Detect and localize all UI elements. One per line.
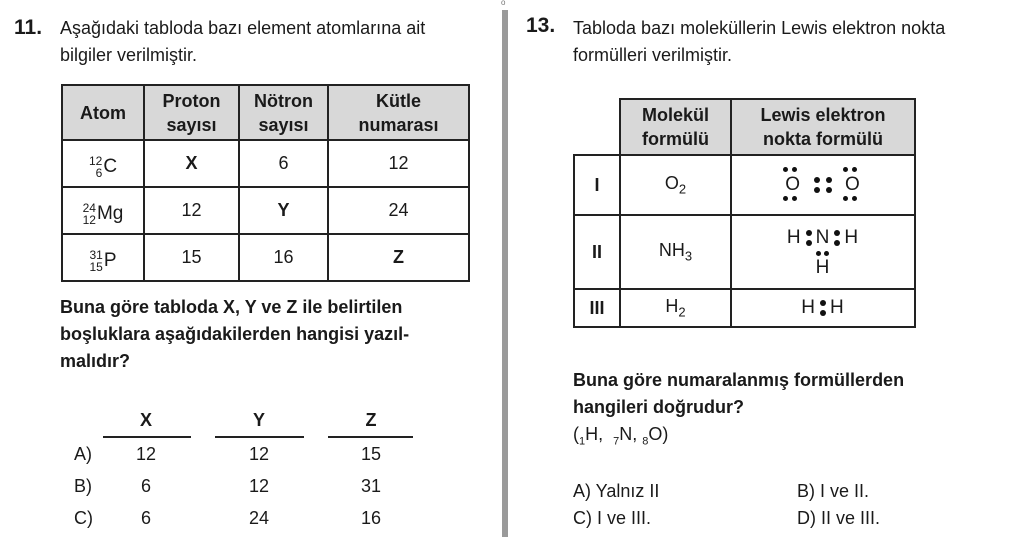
molecule-formula: $O_2$ — [620, 155, 731, 215]
option-z: 31 — [360, 476, 382, 496]
header-lewis-formula: Lewis elektron nokta formülü — [731, 99, 915, 155]
answer-header-y: Y — [252, 410, 265, 430]
neutron-cell: 6 — [239, 140, 328, 187]
question-11-prompt-line3: malıdır? — [60, 351, 131, 371]
option-y: 12 — [248, 476, 270, 496]
molecule-formula: $NH_3$ — [620, 215, 731, 289]
empty-corner — [574, 99, 620, 155]
question-13-text-line2: formülleri verilmiştir. — [573, 45, 733, 65]
header-molecule-formula: Molekül formülü — [620, 99, 731, 155]
table-row — [574, 215, 915, 289]
option-y: 12 — [248, 444, 270, 464]
atom-table — [61, 84, 470, 282]
column-divider — [502, 10, 508, 537]
question-11-text-line2: bilgiler verilmiştir. — [60, 45, 198, 65]
table-row — [62, 187, 469, 234]
question-11-prompt-line1: Buna göre tabloda X, Y ve Z ile belirtilen — [60, 297, 403, 317]
option-c[interactable]: C) I ve III. — [573, 508, 652, 528]
table-row — [62, 234, 469, 281]
proton-cell: 12 — [144, 187, 239, 234]
mass-number-cell: 24 — [328, 187, 469, 234]
question-13-prompt-line2: hangileri doğrudur? — [573, 397, 744, 417]
option-x: 6 — [140, 508, 151, 528]
answer-header-z: Z — [365, 410, 377, 430]
atom-cell: 24 12 Mg — [62, 187, 144, 234]
answer-header-x: X — [139, 410, 152, 430]
option-z: 16 — [360, 508, 382, 528]
mass-number-cell: Z — [328, 234, 469, 281]
lewis-table-header-row — [574, 99, 915, 155]
atom-cell: 31 15 P — [62, 234, 144, 281]
mass-number-cell: 12 — [328, 140, 469, 187]
question-13-number: 13. — [526, 14, 556, 37]
header-underline-x — [103, 436, 191, 438]
table-row — [62, 140, 469, 187]
option-label: C) — [74, 508, 93, 528]
question-11-number: 11. — [14, 16, 43, 39]
proton-cell: 15 — [144, 234, 239, 281]
question-13-text-line1: Tabloda bazı moleküllerin Lewis elektron nokta — [573, 18, 946, 38]
option-label: A) — [74, 444, 92, 464]
lewis-o2: O O — [731, 155, 915, 215]
row-numeral: I — [574, 155, 620, 215]
option-a[interactable]: A) Yalnız II — [573, 481, 660, 501]
header-underline-z — [328, 436, 413, 438]
table-row — [574, 289, 915, 327]
atom-cell: 12 6 C — [62, 140, 144, 187]
neutron-cell: 16 — [239, 234, 328, 281]
header-mass-number: Kütle numarası — [328, 85, 469, 140]
question-11-prompt-line2: boşluklara aşağıdakilerden hangisi yazıl- — [60, 324, 410, 344]
neutron-cell: Y — [239, 187, 328, 234]
option-b[interactable]: B) I ve II. — [797, 481, 870, 501]
atom-table-header-row — [62, 85, 469, 140]
option-z: 15 — [360, 444, 382, 464]
option-x: 12 — [135, 444, 157, 464]
header-proton: Proton sayısı — [144, 85, 239, 140]
lewis-nh3: H N H H — [731, 215, 915, 289]
row-numeral: II — [574, 215, 620, 289]
atomic-numbers-note: ($_1H$, $_7$N, $_8$O) — [573, 424, 669, 448]
option-x: 6 — [140, 476, 151, 496]
header-neutron: Nötron sayısı — [239, 85, 328, 140]
lewis-table — [573, 98, 916, 328]
option-y: 24 — [248, 508, 270, 528]
table-row — [574, 155, 915, 215]
option-label: B) — [74, 476, 92, 496]
lewis-h2: H H — [731, 289, 915, 327]
molecule-formula: $H_2$ — [620, 289, 731, 327]
header-atom: Atom — [62, 85, 144, 140]
question-13-prompt-line1: Buna göre numaralanmış formüllerden — [573, 370, 905, 390]
proton-cell: X — [144, 140, 239, 187]
margin-mark: ö — [501, 0, 506, 7]
option-d[interactable]: D) II ve III. — [797, 508, 881, 528]
row-numeral: III — [574, 289, 620, 327]
question-11-text-line1: Aşağıdaki tabloda bazı element atomlarına ait — [60, 18, 426, 38]
header-underline-y — [215, 436, 304, 438]
